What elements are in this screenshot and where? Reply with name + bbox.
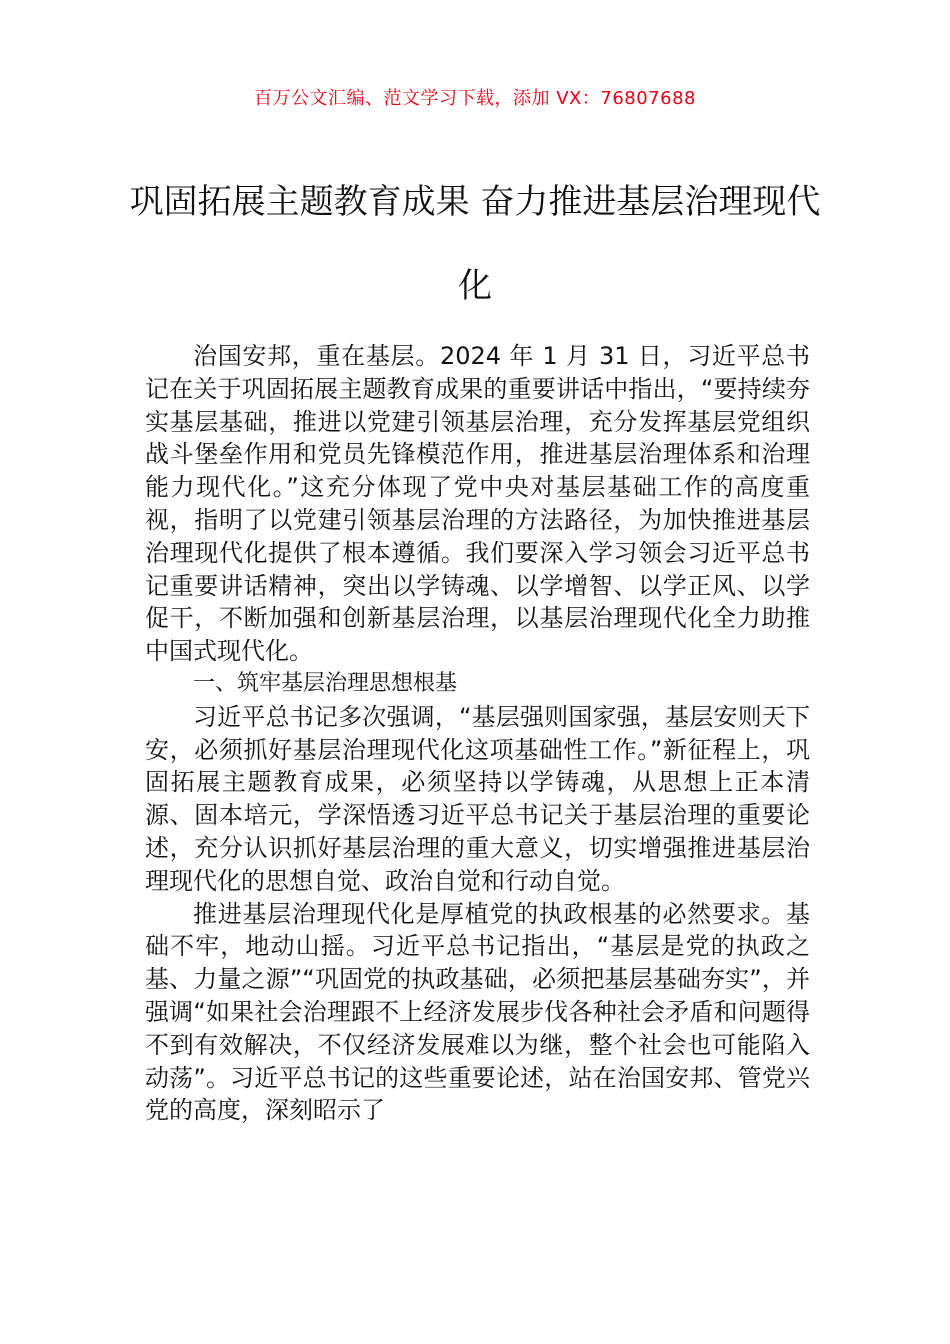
header-note: 百万公文汇编、范文学习下载，添加 VX：76807688: [254, 88, 696, 109]
paragraph-section-2: 推进基层治理现代化是厚植党的执政根基的必然要求。基础不牢，地动山摇。习近平总书记指出，“基层是党的执政之基、力量之源”“巩固党的执政基础，必须把基层基础夯实”，并强调“如果社会治理跟不上经济发展步伐各种社会矛盾和问题得不到有效解决，不仅经济发展难以为继，整个社会也可能陷入动荡”。习近平总书记的这些重要论述，站在治国安邦、管党兴党的高度，深刻昭示了: [145, 899, 810, 1125]
paragraph-section-1: 习近平总书记多次强调，“基层强则国家强，基层安则天下安，必须抓好基层治理现代化这项基础性工作。”新征程上，巩固拓展主题教育成果，必须坚持以学铸魂，从思想上正本清源、固本培元，学深悟透习近平总书记关于基层治理的重要论述，充分认识抓好基层治理的重大意义，切实增强推进基层治理现代化的思想自觉、政治自觉和行动自觉。: [145, 702, 810, 895]
document-body: [145, 340, 810, 1127]
section-heading: 一、筑牢基层治理思想根基: [193, 670, 458, 696]
document-title: 巩固拓展主题教育成果 奋力推进基层治理现代化: [129, 182, 821, 306]
paragraph-intro: 治国安邦，重在基层。2024 年 1 月 31 日，习近平总书记在关于巩固拓展主题教育成果的重要讲话中指出，“要持续夯实基层基础，推进以党建引领基层治理，充分发挥基层党组织战斗堡垒作用和党员先锋模范作用，推进基层治理体系和治理能力现代化。”这充分体现了党中央对基层基础工作的高度重视，指明了以党建引领基层治理的方法路径，为加快推进基层治理现代化提供了根本遵循。我们要深入学习领会习近平总书记重要讲话精神，突出以学铸魂、以学增智、以学正风、以学促干，不断加强和创新基层治理，以基层治理现代化全力助推中国式现代化。: [145, 342, 810, 666]
